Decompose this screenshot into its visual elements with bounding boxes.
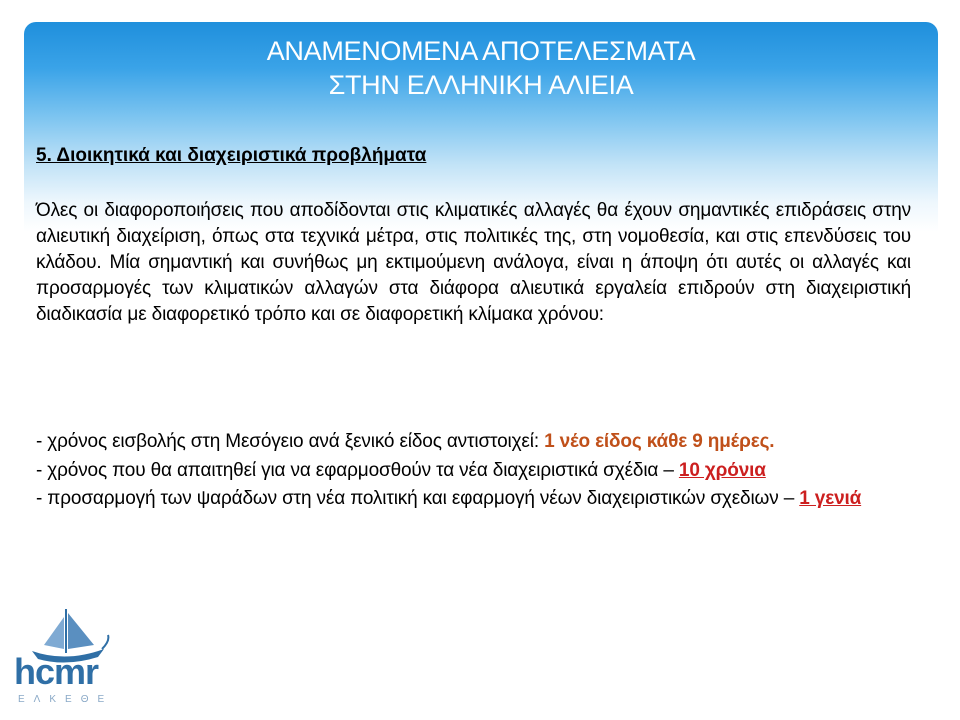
- logo-subtext: ΕΛΚΕΘΕ: [18, 694, 114, 705]
- bullet-highlight: 10 χρόνια: [678, 459, 766, 481]
- bullet-text: - χρόνος εισβολής στη Μεσόγειο ανά ξενικό είδος αντιστοιχεί:: [36, 431, 545, 452]
- bullet-text: - χρόνος που θα απαιτηθεί για να εφαρμοσθούν τα νέα διαχειριστικά σχέδια –: [36, 459, 679, 481]
- bullet-item-2: [36, 457, 911, 486]
- body-paragraph: Όλες οι διαφοροποιήσεις που αποδίδονται στις κλιματικές αλλαγές θα έχουν σημαντικές επιδράσεις στην αλιευτική διαχείριση, όπως στα τεχνικά μέτρα, στις πολιτικές της, στη νομοθεσία, και στις επενδύσεις του κλάδου. Μία σημαντική και συνήθως μη εκτιμούμενη ανάλογα, είναι η άποψη ότι αυτές οι αλλαγές και προσαρμογές των κλιματικών αλλαγών στα διάφορα αλιευτικά εργαλεία επιδρούν στη διαχειριστική διαδικασία με διαφορετικό τρόπο και σε διαφορετική κλίμακα χρόνου:: [36, 200, 911, 325]
- bullet-item-3: [36, 485, 911, 514]
- bullet-highlight: 1 νέο είδος κάθε 9 ημέρες.: [544, 431, 775, 452]
- bullet-list: [36, 428, 911, 514]
- logo-text: hcmr: [14, 651, 99, 692]
- title-line-2: ΣΤΗΝ ΕΛΛΗΝΙΚΗ ΑΛΙΕΙΑ: [328, 70, 634, 100]
- bullet-item-1: [36, 428, 911, 457]
- section-heading: 5. Διοικητικά και διαχειριστικά προβλήματα: [36, 145, 427, 166]
- bullet-highlight: 1 γενιά: [799, 488, 862, 509]
- bullet-text: - προσαρμογή των ψαράδων στη νέα πολιτική και εφαρμογή νέων διαχειριστικών σχεδιων –: [36, 488, 800, 509]
- slide-title: [24, 34, 938, 102]
- title-line-1: ΑΝΑΜΕΝΟΜΕΝΑ ΑΠΟΤΕΛΕΣΜΑΤΑ: [266, 36, 696, 66]
